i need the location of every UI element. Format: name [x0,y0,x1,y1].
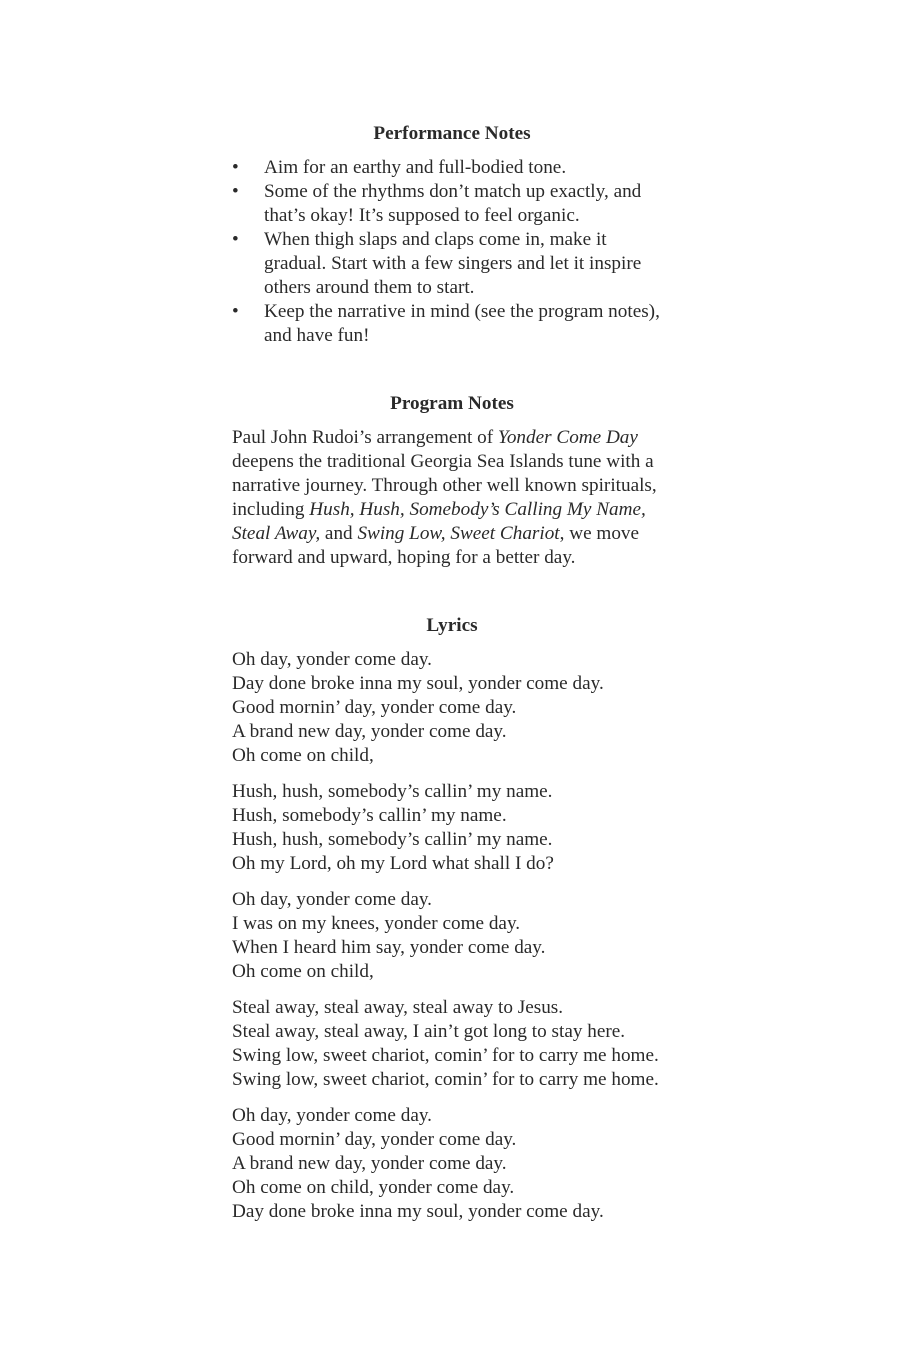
bullet-icon: • [232,157,239,178]
lyric-line: Day done broke inna my soul, yonder come day. [232,1201,604,1222]
lyric-line: Hush, somebody’s callin’ my name. [232,805,507,826]
program-notes-paragraph [232,426,672,570]
bullet-icon: • [232,181,239,202]
lyric-line: Oh my Lord, oh my Lord what shall I do? [232,853,554,874]
lyric-line: Swing low, sweet chariot, comin’ for to carry me home. [232,1045,659,1066]
performance-note-text: Aim for an earthy and full-bodied tone. [264,157,567,178]
program-notes-title-yonder-come-day: Yonder Come Day [497,427,638,448]
lyric-line: Day done broke inna my soul, yonder come day. [232,673,604,694]
lyric-line: Good mornin’ day, yonder come day. [232,1129,517,1150]
lyrics-stanza [232,780,672,876]
lyric-line: A brand new day, yonder come day. [232,1153,507,1174]
bullet-icon: • [232,301,239,322]
lyric-line: Oh come on child, [232,961,374,982]
lyrics-section [232,612,672,1224]
program-notes-text: and [320,523,358,544]
lyric-line: Oh day, yonder come day. [232,889,432,910]
program-notes-text: deepens the traditional Georgia Sea Islands tune with a narrative journey. Through other well known spirituals, including [232,451,657,520]
program-notes-title-hush-steal-away: Hush, Hush, Somebody’s Calling My Name, Steal Away, [232,499,646,544]
lyric-line: Oh come on child, [232,745,374,766]
text-column [232,120,672,1236]
performance-note-item [232,180,672,228]
performance-note-item [232,156,672,180]
program-notes-title-swing-low: Swing Low, Sweet Chariot [357,523,560,544]
lyric-line: Hush, hush, somebody’s callin’ my name. [232,781,553,802]
performance-note-text: Some of the rhythms don’t match up exactly, and that’s okay! It’s supposed to feel organic. [264,181,642,226]
program-notes-heading: Program Notes [390,393,514,414]
program-notes-text: , we move forward and upward, hoping for a better day. [232,523,640,568]
lyrics-stanza [232,648,672,768]
bullet-icon: • [232,229,239,250]
performance-notes-list [232,156,672,348]
lyrics-stanza [232,888,672,984]
performance-note-item [232,228,672,300]
performance-note-text: When thigh slaps and claps come in, make it gradual. Start with a few singers and let it inspire others around them to start. [264,229,642,298]
lyric-line: Oh come on child, yonder come day. [232,1177,515,1198]
performance-note-text: Keep the narrative in mind (see the program notes), and have fun! [264,301,660,346]
lyric-line: Good mornin’ day, yonder come day. [232,697,517,718]
performance-notes-heading: Performance Notes [373,123,531,144]
lyric-line: Oh day, yonder come day. [232,1105,432,1126]
lyric-line: Swing low, sweet chariot, comin’ for to carry me home. [232,1069,659,1090]
program-notes-text: Paul John Rudoi’s arrangement of [232,427,498,448]
performance-note-item [232,300,672,348]
performance-notes-section [232,120,672,348]
lyrics-stanza [232,1104,672,1224]
lyric-line: A brand new day, yonder come day. [232,721,507,742]
lyrics-heading: Lyrics [426,615,478,636]
lyric-line: I was on my knees, yonder come day. [232,913,521,934]
program-notes-section [232,390,672,570]
lyric-line: When I heard him say, yonder come day. [232,937,546,958]
lyric-line: Hush, hush, somebody’s callin’ my name. [232,829,553,850]
lyric-line: Oh day, yonder come day. [232,649,432,670]
lyric-line: Steal away, steal away, steal away to Jesus. [232,997,564,1018]
lyric-line: Steal away, steal away, I ain’t got long to stay here. [232,1021,626,1042]
lyrics-stanza [232,996,672,1092]
